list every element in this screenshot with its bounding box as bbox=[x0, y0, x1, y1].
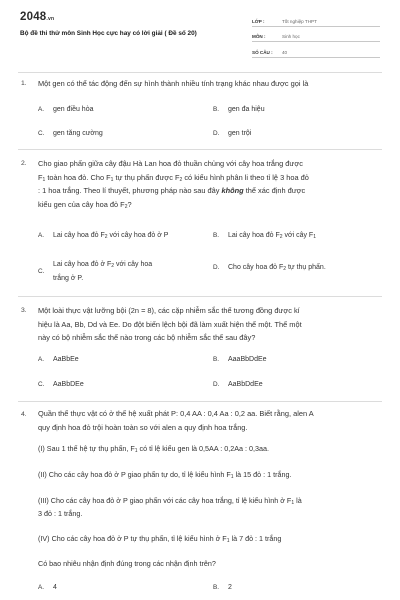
option-b[interactable]: B. AaaBbDdEe bbox=[213, 356, 267, 363]
meta-value: Sinh học bbox=[282, 34, 300, 39]
divider bbox=[18, 296, 382, 297]
meta-label: LỚP : bbox=[252, 18, 265, 24]
question-text: Quần thể thực vật có ở thế hệ xuất phát P: 0,4 AA : 0,4 Aa : 0,2 aa. Biết rằng, alen A quy định hoa đỏ trội hoàn toàn so với alen a quy định hoa trắng. bbox=[38, 409, 314, 432]
meta-value: Tốt nghiệp THPT bbox=[282, 18, 317, 24]
divider bbox=[18, 401, 382, 402]
question-text: Một gen có thể tác động đến sự hình thành nhiều tính trạng khác nhau được gọi là bbox=[38, 79, 309, 88]
option-c[interactable]: C.Lai cây hoa đỏ ở $F_2$ với cây hoa trắng ở P. bbox=[38, 261, 153, 282]
meta-count-row bbox=[252, 42, 380, 58]
statement-2: (II) Cho các cây hoa đỏ ở P giao phấn tự do, tỉ lệ kiểu hình $F_1$ là 15 đỏ : 1 trắng. bbox=[38, 470, 292, 480]
meta-label: SỐ CÂU : bbox=[252, 49, 273, 55]
question-text: Cho giao phấn giữa cây đậu Hà Lan hoa đỏ thuần chủng với cây hoa trắng được $F_1$ toàn hoa đỏ. Cho $F_1$ tự thụ phấn được $F_2$ có kiểu hình phân li theo tỉ lệ 3 hoa đỏ : 1 hoa trắng. Theo lí thuyết, phương pháp nào sau đây không thể xác định được kiểu gen của cây hoa đỏ $F_2$? bbox=[38, 159, 309, 210]
option-d[interactable]: D. Cho cây hoa đỏ $F_2$ tự thụ phấn. bbox=[213, 264, 326, 272]
statement-1: (I) Sau 1 thế hệ tự thụ phấn, $F_1$ có tỉ lệ kiểu gen là 0,5AA : 0,2Aa : 0,3aa. bbox=[38, 444, 269, 454]
option-b[interactable]: B. 2 bbox=[213, 584, 232, 591]
page-header bbox=[0, 0, 400, 64]
statement-4: (IV) Cho các cây hoa đỏ ở P tự thụ phấn, tỉ lệ kiểu hình ở $F_1$ là 7 đỏ : 1 trắng bbox=[38, 534, 282, 544]
option-b[interactable]: B. Lai cây hoa đỏ $F_2$ với cây $F_1$ bbox=[213, 232, 316, 240]
option-a[interactable]: A. AaBbEe bbox=[38, 356, 79, 363]
meta-class-row bbox=[252, 11, 380, 27]
question-text: Một loài thực vật lưỡng bội (2n = 8), các cặp nhiễm sắc thể tương đồng được kí hiệu là Aa, Bb, Dd và Ee. Do đột biến lệch bội đã làm xuất hiện thể một. Thể một này có bộ nhiễm sắc thể nào trong các bộ nhiễm sắc thể sau đây? bbox=[38, 306, 302, 343]
option-b[interactable]: B. gen đa hiệu bbox=[213, 106, 265, 113]
question-number: 1. bbox=[21, 80, 27, 87]
question-number: 3. bbox=[21, 307, 27, 314]
question-number: 2. bbox=[21, 160, 27, 167]
divider bbox=[18, 72, 382, 73]
exam-title: Bộ đề thi thử môn Sinh Học cực hay có lời giải ( Đề số 20) bbox=[20, 30, 197, 37]
option-a[interactable]: A. 4 bbox=[38, 584, 57, 591]
option-a[interactable]: A. gen điều hòa bbox=[38, 106, 94, 113]
question-number: 4. bbox=[21, 411, 27, 418]
statement-3: (III) Cho các cây hoa đỏ ở P giao phấn với các cây hoa trắng, tỉ lệ kiểu hình ở $F_1$ là 3 đỏ : 1 trắng. bbox=[38, 496, 302, 518]
exam-meta bbox=[252, 11, 380, 58]
option-d[interactable]: D. AaBbDdEe bbox=[213, 381, 263, 388]
option-c[interactable]: C. gen tăng cường bbox=[38, 130, 103, 137]
meta-value: 40 bbox=[282, 49, 288, 55]
divider bbox=[18, 149, 382, 150]
option-d[interactable]: D. gen trội bbox=[213, 130, 252, 137]
meta-label: MÔN : bbox=[252, 34, 266, 39]
site-logo[interactable]: 2048.vn bbox=[20, 11, 55, 23]
question-prompt: Có bao nhiêu nhận định đúng trong các nhận định trên? bbox=[38, 559, 216, 568]
option-c[interactable]: C. AaBbDEe bbox=[38, 381, 84, 388]
meta-subject-row bbox=[252, 27, 380, 43]
option-a[interactable]: A. Lai cây hoa đỏ $F_2$ với cây hoa đỏ ở P bbox=[38, 232, 169, 240]
